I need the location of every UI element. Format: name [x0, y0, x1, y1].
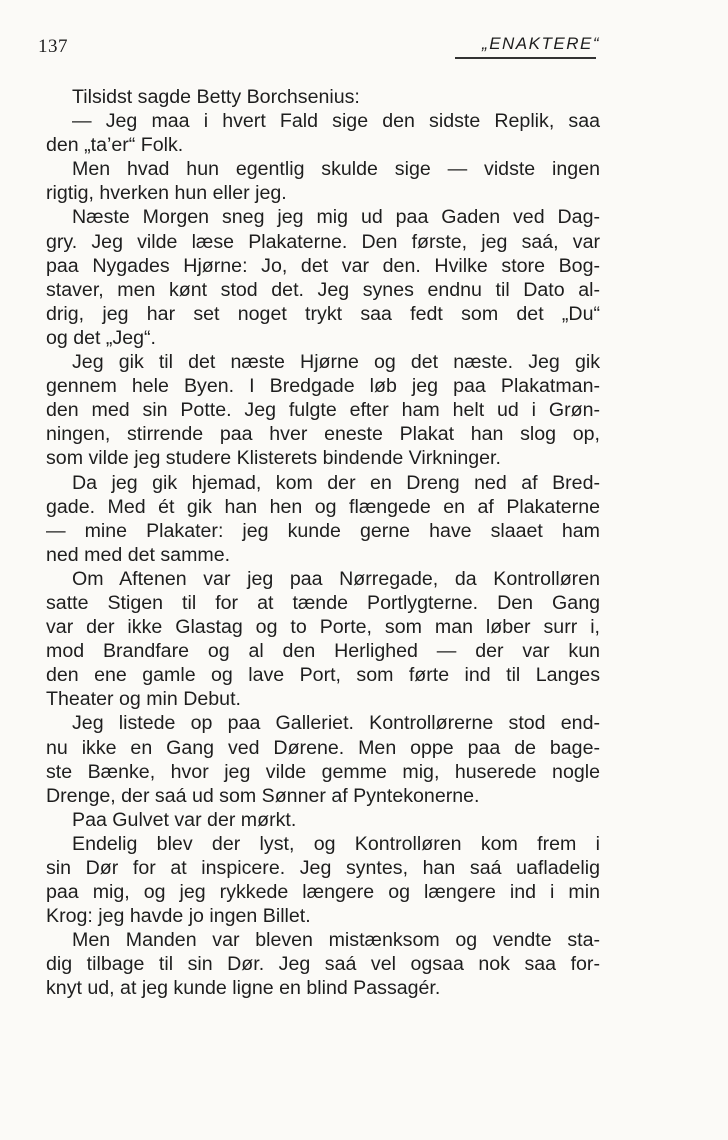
text-line: Krog: jeg havde jo ingen Billet. — [46, 905, 311, 928]
text-line: gade. Med ét gik han hen og flængede en af Plakaterne — [46, 495, 600, 518]
text-line: Jeg gik til det næste Hjørne og det næste. Jeg gik — [72, 351, 600, 374]
text-line: Da jeg gik hjemad, kom der en Dreng ned af Bred- — [72, 471, 600, 494]
text-line: ningen, stirrende paa hver eneste Plakat han slog op, — [46, 423, 600, 446]
text-line: som vilde jeg studere Klisterets bindende Virkninger. — [46, 447, 501, 470]
text-line: — mine Plakater: jeg kunde gerne have slaaet ham — [46, 519, 600, 542]
text-line: nu ikke en Gang ved Dørene. Men oppe paa de bage- — [46, 736, 600, 759]
text-line: mod Brandfare og al den Herlighed — der var kun — [46, 640, 600, 663]
text-line: — Jeg maa i hvert Fald sige den sidste Replik, saa — [72, 110, 600, 133]
text-line: knyt ud, at jeg kunde ligne en blind Passagér. — [46, 977, 441, 1000]
text-line: rigtig, hverken hun eller jeg. — [46, 182, 287, 205]
text-line: gry. Jeg vilde læse Plakaterne. Den første, jeg saá, var — [46, 230, 600, 253]
text-line: sin Dør for at inspicere. Jeg syntes, han saá uafladelig — [46, 857, 600, 879]
text-line: dig tilbage til sin Dør. Jeg saá vel ogsaa nok saa for- — [46, 953, 600, 976]
text-line: gennem hele Byen. I Bredgade løb jeg paa Plakatman- — [46, 375, 600, 398]
text-line: og det „Jeg“. — [46, 326, 157, 349]
text-line: Drenge, der saá ud som Sønner af Pyntekonerne. — [46, 784, 480, 807]
running-head: „ENAKTERE“ — [482, 34, 600, 53]
text-line: var der ikke Glastag og to Porte, som man løber surr i, — [46, 616, 600, 639]
body-text — [46, 85, 600, 1001]
text-line: den med sin Potte. Jeg fulgte efter ham helt ud i Grøn- — [46, 399, 600, 422]
text-line: Men Manden var bleven mistænksom og vendte sta- — [72, 929, 600, 952]
text-line: satte Stigen til for at tænde Portlygterne. Den Gang — [46, 591, 600, 614]
text-line: Jeg listede op paa Galleriet. Kontrollørerne stod end- — [72, 712, 600, 735]
text-line: Om Aftenen var jeg paa Nørregade, da Kontrolløren — [72, 567, 600, 590]
text-line: ned med det samme. — [46, 543, 231, 566]
text-line: Næste Morgen sneg jeg mig ud paa Gaden ved Dag- — [72, 206, 600, 229]
text-line: ste Bænke, hvor jeg vilde gemme mig, huserede nogle — [46, 760, 600, 783]
text-line: paa mig, og jeg rykkede længere og længere ind i min — [46, 881, 600, 904]
header-rule — [455, 57, 596, 59]
text-line: Tilsidst sagde Betty Borchsenius: — [72, 86, 360, 108]
text-line: drig, jeg har set noget trykt saa fedt som det „Du“ — [46, 302, 600, 325]
text-line: staver, men kønt stod det. Jeg synes endnu til Dato al- — [46, 278, 600, 301]
text-line: Paa Gulvet var der mørkt. — [72, 808, 297, 831]
text-line: Endelig blev der lyst, og Kontrolløren kom frem i — [72, 832, 600, 855]
text-line: den „ta’er“ Folk. — [46, 134, 184, 157]
text-line: paa Nygades Hjørne: Jo, det var den. Hvilke store Bog- — [46, 254, 600, 277]
text-line: Theater og min Debut. — [46, 688, 241, 711]
page-number: 137 — [38, 36, 68, 57]
text-line: Men hvad hun egentlig skulde sige — vidste ingen — [72, 158, 600, 181]
text-line: den ene gamle og lave Port, som førte ind til Langes — [46, 664, 600, 687]
